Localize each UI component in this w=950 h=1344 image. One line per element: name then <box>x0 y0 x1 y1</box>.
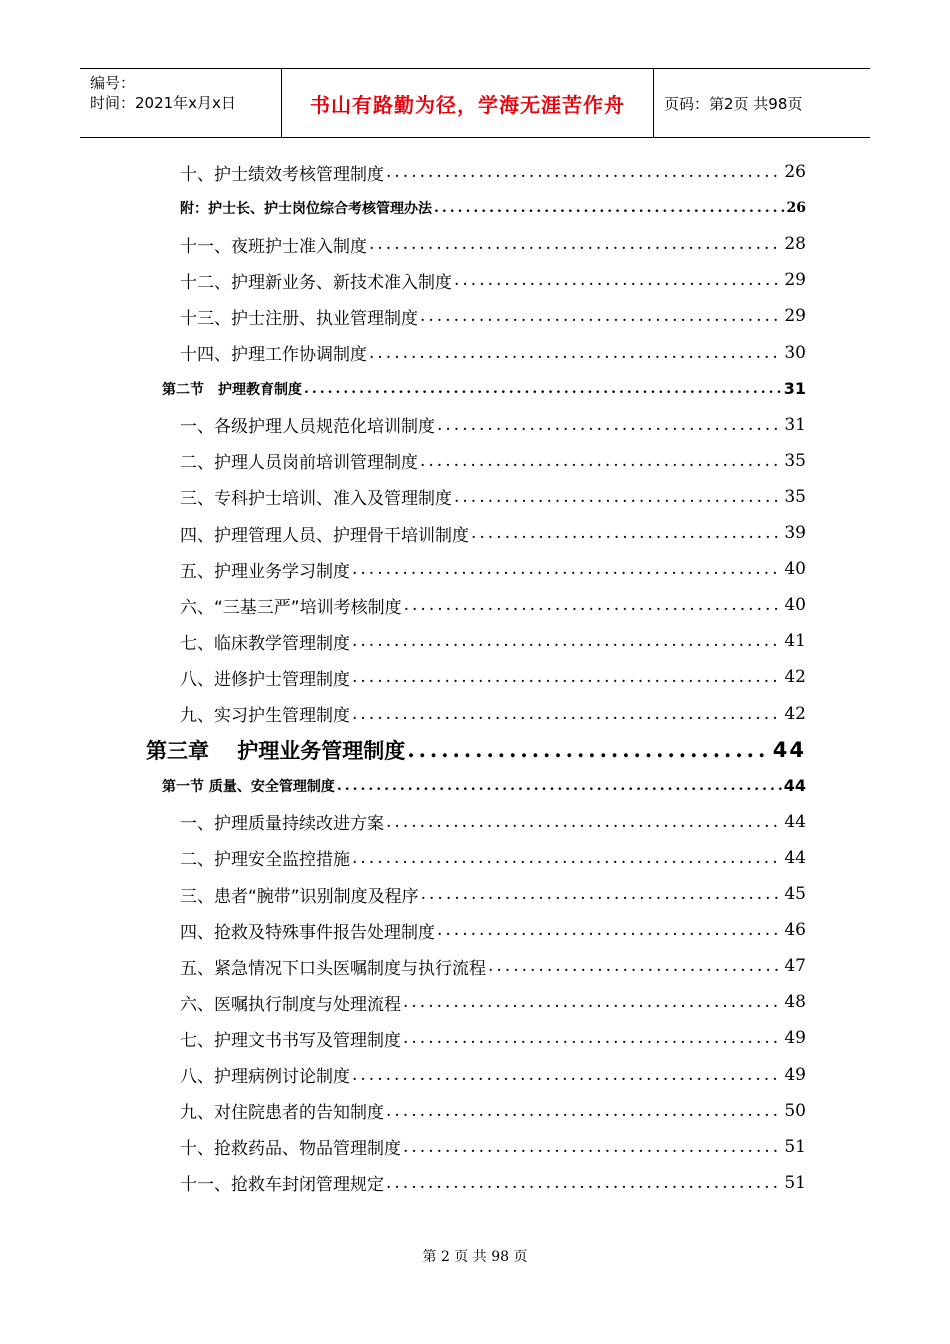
toc-leader-dots <box>352 559 782 579</box>
toc-leader-dots <box>437 920 782 940</box>
toc-item-row[interactable] <box>180 912 806 948</box>
toc-item-row[interactable] <box>180 659 806 695</box>
page-footer: 第 2 页 共 98 页 <box>422 1249 528 1265</box>
toc-entry-page-number: 39 <box>784 523 806 543</box>
header-date-label: 时间：2021年x月x日 <box>90 94 236 112</box>
toc-item-row[interactable] <box>180 840 806 876</box>
toc-entry-page-number: 40 <box>784 559 806 580</box>
toc-section-row[interactable] <box>162 768 806 804</box>
toc-entry-page-number: 31 <box>783 379 806 399</box>
toc-leader-dots <box>421 884 783 904</box>
toc-item-row[interactable] <box>180 551 806 587</box>
toc-leader-dots <box>304 381 782 397</box>
toc-item-row[interactable] <box>180 1129 806 1165</box>
toc-item-row[interactable] <box>180 479 806 515</box>
toc-entry-title: 十二、护理新业务、新技术准入制度 <box>180 272 452 293</box>
toc-item-row[interactable] <box>180 1093 806 1129</box>
toc-leader-dots <box>420 451 782 471</box>
toc-entry-title: 十、护士绩效考核管理制度 <box>180 164 384 185</box>
toc-entry-title: 三、患者“腕带”识别制度及程序 <box>180 886 419 907</box>
toc-annex-row[interactable] <box>180 190 806 226</box>
toc-entry-page-number: 51 <box>784 1136 806 1157</box>
toc-leader-dots <box>386 812 782 832</box>
toc-entry-page-number: 42 <box>784 703 806 724</box>
toc-entry-page-number: 30 <box>784 342 806 363</box>
toc-entry-page-number: 31 <box>784 414 806 435</box>
toc-entry-title: 四、抢救及特殊事件报告处理制度 <box>180 922 435 943</box>
toc-item-row[interactable] <box>180 587 806 623</box>
toc-leader-dots <box>404 595 783 615</box>
toc-entry-page-number: 49 <box>784 1064 806 1085</box>
toc-leader-dots <box>454 487 782 507</box>
toc-entry-title: 九、对住院患者的告知制度 <box>180 1103 384 1124</box>
toc-entry-page-number: 26 <box>786 200 806 217</box>
toc-leader-dots <box>352 704 782 724</box>
toc-entry-title: 十、抢救药品、物品管理制度 <box>180 1139 401 1160</box>
toc-entry-page-number: 35 <box>784 450 806 471</box>
header-number-label: 编号： <box>90 74 136 92</box>
toc-leader-dots <box>386 162 782 182</box>
toc-leader-dots <box>434 200 785 216</box>
header-motto: 书山有路勤为径，学海无涯苦作舟 <box>282 69 654 137</box>
toc-entry-page-number: 40 <box>784 595 806 616</box>
toc-leader-dots <box>337 778 782 794</box>
toc-item-row[interactable] <box>180 696 806 732</box>
toc-leader-dots <box>403 992 782 1012</box>
toc-leader-dots <box>352 848 782 868</box>
toc-entry-page-number: 28 <box>784 234 806 255</box>
toc-entry-page-number: 49 <box>784 1028 806 1049</box>
toc-entry-title: 六、医嘱执行制度与处理流程 <box>180 994 401 1015</box>
toc-leader-dots <box>352 667 782 687</box>
toc-entry-title: 三、专科护士培训、准入及管理制度 <box>180 489 452 510</box>
toc-entry-title: 七、护理文书书写及管理制度 <box>180 1030 401 1051</box>
toc-leader-dots <box>488 956 782 976</box>
toc-item-row[interactable] <box>180 876 806 912</box>
toc-leader-dots <box>437 415 782 435</box>
toc-item-row[interactable] <box>180 623 806 659</box>
header-page-info: 页码：第2页 共98页 <box>664 94 803 113</box>
toc-section-row[interactable] <box>162 371 806 407</box>
toc-entry-page-number: 51 <box>784 1172 806 1193</box>
toc-item-row[interactable] <box>180 335 806 371</box>
toc-entry-title: 二、护理人员岗前培训管理制度 <box>180 453 418 474</box>
toc-leader-dots <box>407 737 770 762</box>
page-header <box>80 68 870 138</box>
toc-entry-page-number: 46 <box>784 920 806 941</box>
toc-entry-title: 六、“三基三严”培训考核制度 <box>180 597 402 618</box>
toc-leader-dots <box>403 1028 782 1048</box>
toc-entry-page-number: 42 <box>784 667 806 688</box>
toc-entry-title: 一、各级护理人员规范化培训制度 <box>180 417 435 438</box>
toc-entry-title: 八、护理病例讨论制度 <box>180 1067 350 1087</box>
toc-entry-page-number: 41 <box>784 631 806 652</box>
toc-item-row[interactable] <box>180 298 806 334</box>
toc-entry-page-number: 45 <box>784 884 806 904</box>
toc-item-row[interactable] <box>180 515 806 551</box>
toc-entry-page-number: 35 <box>784 486 806 507</box>
toc-entry-title: 七、临床教学管理制度 <box>180 633 350 654</box>
toc-leader-dots <box>352 1065 782 1085</box>
toc-entry-title: 十一、抢救车封闭管理规定 <box>180 1175 384 1196</box>
toc-entry-page-number: 26 <box>784 162 806 182</box>
toc-leader-dots <box>369 234 782 254</box>
toc-chapter-row[interactable] <box>146 732 806 768</box>
toc-entry-page-number: 48 <box>784 992 806 1013</box>
toc-entry-title: 五、紧急情况下口头医嘱制度与执行流程 <box>180 958 486 979</box>
toc-entry-title: 一、护理质量持续改进方案 <box>180 814 384 835</box>
toc-entry-page-number: 29 <box>784 306 806 327</box>
toc-item-row[interactable] <box>180 226 806 262</box>
toc-entry-page-number: 44 <box>784 811 806 832</box>
toc-leader-dots <box>454 270 782 290</box>
toc-item-row[interactable] <box>180 948 806 984</box>
toc-item-row[interactable] <box>180 984 806 1020</box>
toc-leader-dots <box>420 306 782 326</box>
toc-leader-dots <box>471 523 782 543</box>
toc-entry-page-number: 50 <box>784 1100 806 1121</box>
toc-item-row[interactable] <box>180 1020 806 1056</box>
toc-entry-title: 十三、护士注册、执业管理制度 <box>180 308 418 329</box>
toc-entry-title: 附：护士长、护士岗位综合考核管理办法 <box>180 201 432 218</box>
toc-entry-title: 二、护理安全监控措施 <box>180 850 350 871</box>
toc-entry-title: 第一节 质量、安全管理制度 <box>162 778 335 795</box>
toc-item-row[interactable] <box>180 1165 806 1201</box>
header-meta <box>80 69 282 137</box>
toc-item-row[interactable] <box>180 1057 806 1093</box>
toc-entry-page-number: 44 <box>772 737 806 762</box>
toc-item-row[interactable] <box>180 154 806 190</box>
toc-entry-title: 八、进修护士管理制度 <box>180 669 350 690</box>
toc-entry-page-number: 29 <box>784 270 806 291</box>
toc-item-row[interactable] <box>180 443 806 479</box>
toc-leader-dots <box>352 631 782 651</box>
toc-item-row[interactable] <box>180 262 806 298</box>
toc-entry-page-number: 47 <box>784 956 806 977</box>
toc-item-row[interactable] <box>180 407 806 443</box>
toc-entry-title: 五、护理业务学习制度 <box>180 561 350 582</box>
toc-entry-title: 四、护理管理人员、护理骨干培训制度 <box>180 525 469 546</box>
toc-leader-dots <box>403 1137 782 1157</box>
toc-entry-page-number: 44 <box>783 776 806 796</box>
toc-entry-title: 第二节 护理教育制度 <box>162 381 302 398</box>
toc-leader-dots <box>386 1101 782 1121</box>
toc-item-row[interactable] <box>180 804 806 840</box>
toc-entry-title: 第三章 护理业务管理制度 <box>146 738 406 763</box>
toc-entry-page-number: 44 <box>784 847 806 868</box>
toc-leader-dots <box>386 1173 782 1193</box>
toc-leader-dots <box>369 343 782 363</box>
toc-entry-title: 九、实习护生管理制度 <box>180 706 350 726</box>
toc-entry-title: 十一、夜班护士准入制度 <box>180 236 367 257</box>
toc-entry-title: 十四、护理工作协调制度 <box>180 345 367 365</box>
